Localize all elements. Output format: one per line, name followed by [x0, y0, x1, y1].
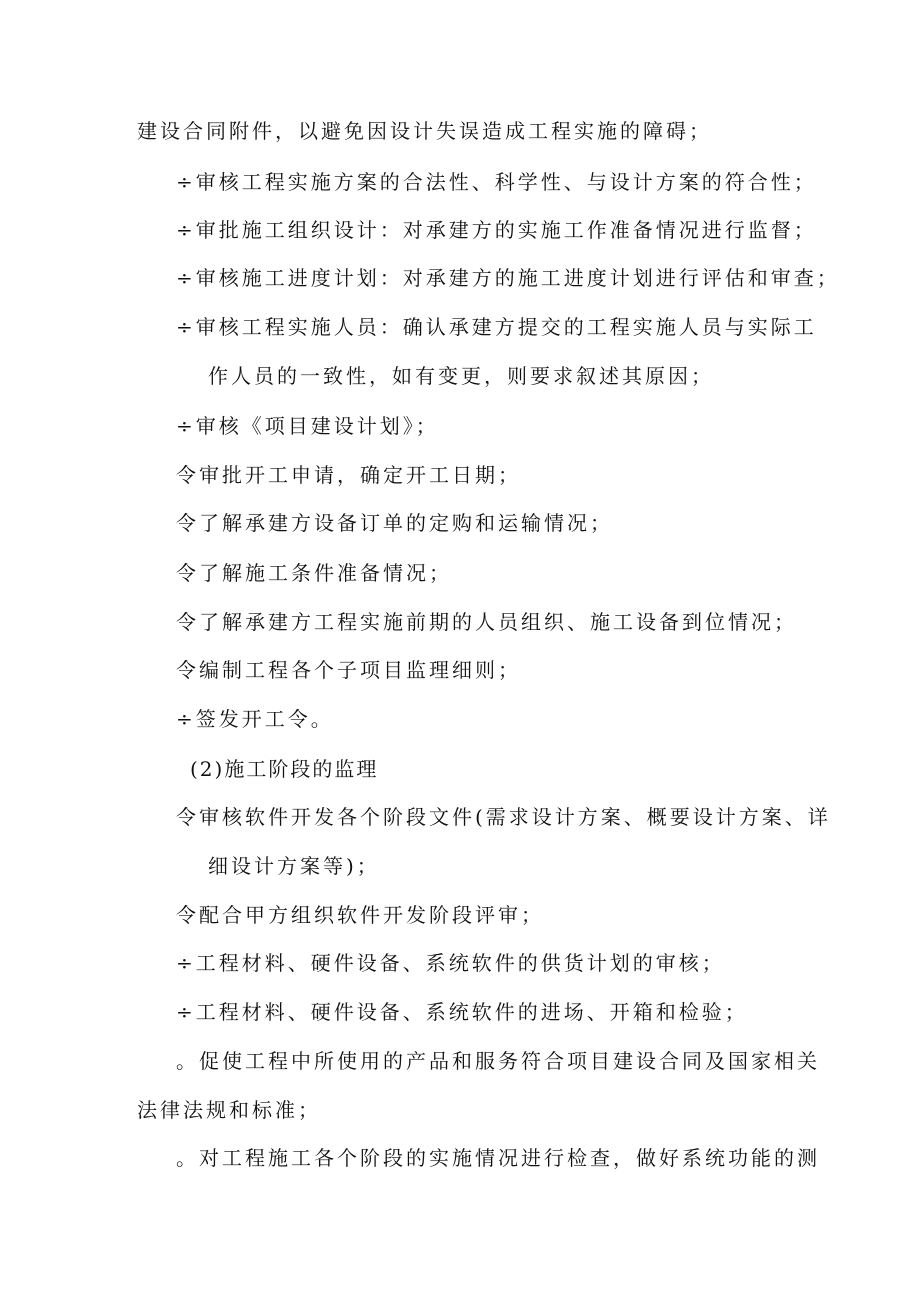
list-item-software-docs: 令审核软件开发各个阶段文件(需求设计方案、概要设计方案、详 — [176, 805, 831, 829]
list-item-approve-start: 令审批开工申请，确定开工日期； — [176, 463, 521, 487]
list-item-staffing: 令了解承建方工程实施前期的人员组织、施工设备到位情况； — [176, 610, 797, 634]
list-item-review-staff-cont: 作人员的一致性，如有变更，则要求叙述其原因； — [208, 364, 714, 388]
list-item-start-order: ÷签发开工令。 — [176, 707, 334, 731]
list-item-review-project-plan: ÷审核《项目建设计划》； — [176, 414, 439, 438]
list-item-supervision-rules: 令编制工程各个子项目监理细则； — [176, 658, 521, 682]
list-item-compliance: 。促使工程中所使用的产品和服务符合项目建设合同及国家相关 — [176, 1049, 820, 1073]
list-item-review-schedule: ÷审核施工进度计划：对承建方的施工进度计划进行评估和审查； — [176, 266, 840, 290]
list-item-stage-check: 。对工程施工各个阶段的实施情况进行检查，做好系统功能的测 — [176, 1146, 820, 1170]
list-item-review-meeting: 令配合甲方组织软件开发阶段评审； — [176, 903, 544, 927]
list-item-software-docs-cont: 细设计方案等)； — [208, 854, 380, 878]
list-item-compliance-cont: 法律法规和标准； — [137, 1098, 321, 1122]
list-item-review-plan: ÷审核工程实施方案的合法性、科学性、与设计方案的符合性； — [176, 170, 817, 194]
list-item-equipment-orders: 令了解承建方设备订单的定购和运输情况； — [176, 511, 613, 535]
list-item-review-staff: ÷审核工程实施人员：确认承建方提交的工程实施人员与实际工 — [176, 315, 817, 339]
list-item-approve-design: ÷审批施工组织设计：对承建方的实施工作准备情况进行监督； — [176, 218, 817, 242]
text-line-continuation: 建设合同附件，以避免因设计失误造成工程实施的障碍； — [137, 119, 712, 143]
list-item-inspection: ÷工程材料、硬件设备、系统软件的进场、开箱和检验； — [176, 1000, 748, 1024]
section-heading: (2)施工阶段的监理 — [190, 757, 379, 781]
list-item-supply-plan: ÷工程材料、硬件设备、系统软件的供货计划的审核； — [176, 951, 725, 975]
list-item-site-conditions: 令了解施工条件准备情况； — [176, 561, 452, 585]
